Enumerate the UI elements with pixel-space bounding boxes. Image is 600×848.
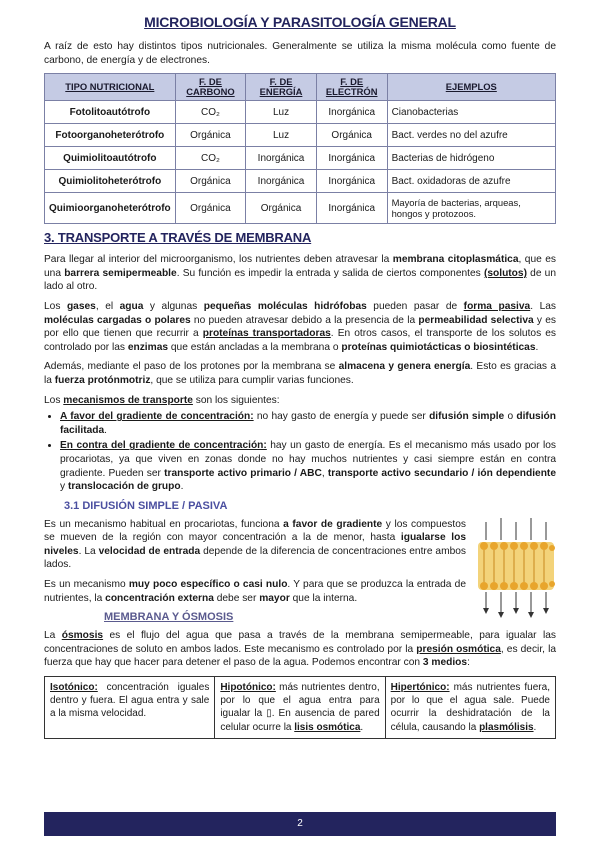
diffusion-paragraph-1: Es un mecanismo habitual en procariotas, funciona a favor de gradiente y los compuestos se mueven de la región con mayor concentración a la de menor, hasta igualarse los niveles. La velocidad de entrada depende de la diferencia de concentraciones entre ambos lados.	[44, 518, 466, 571]
osmosis-paragraph: La ósmosis es el flujo del agua que pasa a través de la membrana semipermeable, para igualar las concentraciones de soluto en ambos lados. Este mecanismo es controlado por la presión osmótica, es decir, la fuerza que hay que hacer para detener el paso de la agua. Podemos encontrar con 3 medios:	[44, 630, 556, 669]
table-row	[45, 124, 556, 147]
cell-type: Fotoorganoheterótrofo	[45, 124, 176, 147]
cell-electron: Inorgánica	[316, 170, 387, 193]
cell-examples: Mayoría de bacterias, arqueas, hongos y protozoos.	[387, 193, 555, 224]
osmotic-media-boxes	[44, 676, 556, 739]
cell-type: Quimioorganoheterótrofo	[45, 193, 176, 224]
col-header-examples: EJEMPLOS	[387, 74, 555, 101]
cell-examples: Cianobacterias	[387, 101, 555, 124]
cell-carbon: Orgánica	[175, 170, 246, 193]
nutritional-types-table	[44, 73, 556, 224]
cell-carbon: Orgánica	[175, 193, 246, 224]
section-3-paragraph-3: Además, mediante el paso de los protones por la membrana se almacena y genera energía. Esto es gracias a la fuerza protónmotriz, que se utiliza para cumplir varias funciones.	[44, 361, 556, 386]
cell-energy: Orgánica	[246, 193, 317, 224]
section-3-paragraph-4: Los mecanismos de transporte son los siguientes:	[44, 394, 280, 406]
cell-electron: Inorgánica	[316, 147, 387, 170]
section-3-title: 3. TRANSPORTE A TRAVÉS DE MEMBRANA	[44, 230, 312, 246]
cell-energy: Inorgánica	[246, 170, 317, 193]
cell-energy: Luz	[246, 124, 317, 147]
col-header-type: TIPO NUTRICIONAL	[45, 74, 176, 101]
section-3-paragraph-2: Los gases, el agua y algunas pequeñas moléculas hidrófobas pueden pasar de forma pasiva. Las moléculas cargadas o polares no pueden atravesar debido a la presencia de la permeabilidad selectiva y es por ello que tienen que recurrir a proteínas transportadoras. En otros casos, el transporte de los solutos es controlado por las enzimas que están ancladas a la membrana o proteínas quimiotácticas o biosintéticas.	[44, 300, 557, 353]
col-header-electron: F. DE ELECTRÓN	[316, 74, 387, 101]
diffusion-paragraph-2: Es un mecanismo muy poco específico o casi nulo. Y para que se produzca la entrada de nutrientes, la concentración externa debe ser mayor que la interna.	[44, 579, 466, 604]
table-row	[45, 101, 556, 124]
osmosis-title: MEMBRANA Y ÓSMOSIS	[104, 611, 234, 624]
page-footer	[44, 812, 556, 836]
cell-electron: Inorgánica	[316, 101, 387, 124]
table-row	[45, 193, 556, 224]
table-row	[45, 170, 556, 193]
page	[44, 10, 556, 739]
cell-electron: Orgánica	[316, 124, 387, 147]
section-3-1-title: 3.1 DIFUSIÓN SIMPLE / PASIVA	[64, 499, 228, 512]
cell-type: Quimiolitoheterótrofo	[45, 170, 176, 193]
cell-examples: Bact. verdes no del azufre	[387, 124, 555, 147]
membrane-diffusion-illustration	[476, 518, 556, 618]
cell-energy: Luz	[246, 101, 317, 124]
table-header-row	[45, 74, 556, 101]
transport-mechanisms-list	[48, 410, 556, 494]
intro-paragraph: A raíz de esto hay distintos tipos nutricionales. Generalmente se utiliza la misma molécula como fuente de carbono, de energía y de electrones.	[44, 41, 556, 66]
cell-type: Quimiolitoautótrofo	[45, 147, 176, 170]
document-title: MICROBIOLOGÍA Y PARASITOLOGÍA GENERAL	[144, 14, 456, 30]
col-header-energy: F. DE ENERGÍA	[246, 74, 317, 101]
cell-examples: Bacterias de hidrógeno	[387, 147, 555, 170]
cell-carbon: Orgánica	[175, 124, 246, 147]
table-row	[45, 147, 556, 170]
isotonic-box: Isotónico: concentración iguales dentro y fuera. El agua entra y sale a la misma velocidad.	[45, 677, 215, 738]
section-3-paragraph-1: Para llegar al interior del microorganismo, los nutrientes deben atravesar la membrana citoplasmática, que es una barrera semipermeable. Su función es impedir la entrada y salida de ciertos componentes (solutos) de un lado al otro.	[44, 254, 557, 293]
hypotonic-box: Hipotónico: más nutrientes dentro, por lo que el agua entra para igualar la ▯. En ausencia de pared celular ocurre la lisis osmótica.	[215, 677, 385, 738]
cell-electron: Inorgánica	[316, 193, 387, 224]
cell-carbon: CO₂	[175, 101, 246, 124]
list-item: • A favor del gradiente de concentración: no hay gasto de energía y puede ser difusión simple o difusión facilitada.	[60, 410, 556, 437]
cell-type: Fotolitoautótrofo	[45, 101, 176, 124]
diffusion-block	[44, 518, 556, 606]
page-number: 2	[297, 818, 303, 829]
cell-carbon: CO₂	[175, 147, 246, 170]
cell-examples: Bact. oxidadoras de azufre	[387, 170, 555, 193]
hypertonic-box: Hipertónico: más nutrientes fuera, por lo que el agua sale. Puede ocurrir la deshidratación de la célula, causando la plasmólisis.	[390, 682, 550, 733]
list-item: • En contra del gradiente de concentración: hay un gasto de energía. Es el mecanismo más usado por los procariotas, ya que viven en zonas donde no hay muchos nutrientes y casi siempre están en contra gradiente. Pueden ser transporte activo primario / ABC, transporte activo secundario / ión dependiente y translocación de grupo.	[60, 439, 556, 493]
col-header-carbon: F. DE CARBONO	[175, 74, 246, 101]
cell-energy: Inorgánica	[246, 147, 317, 170]
